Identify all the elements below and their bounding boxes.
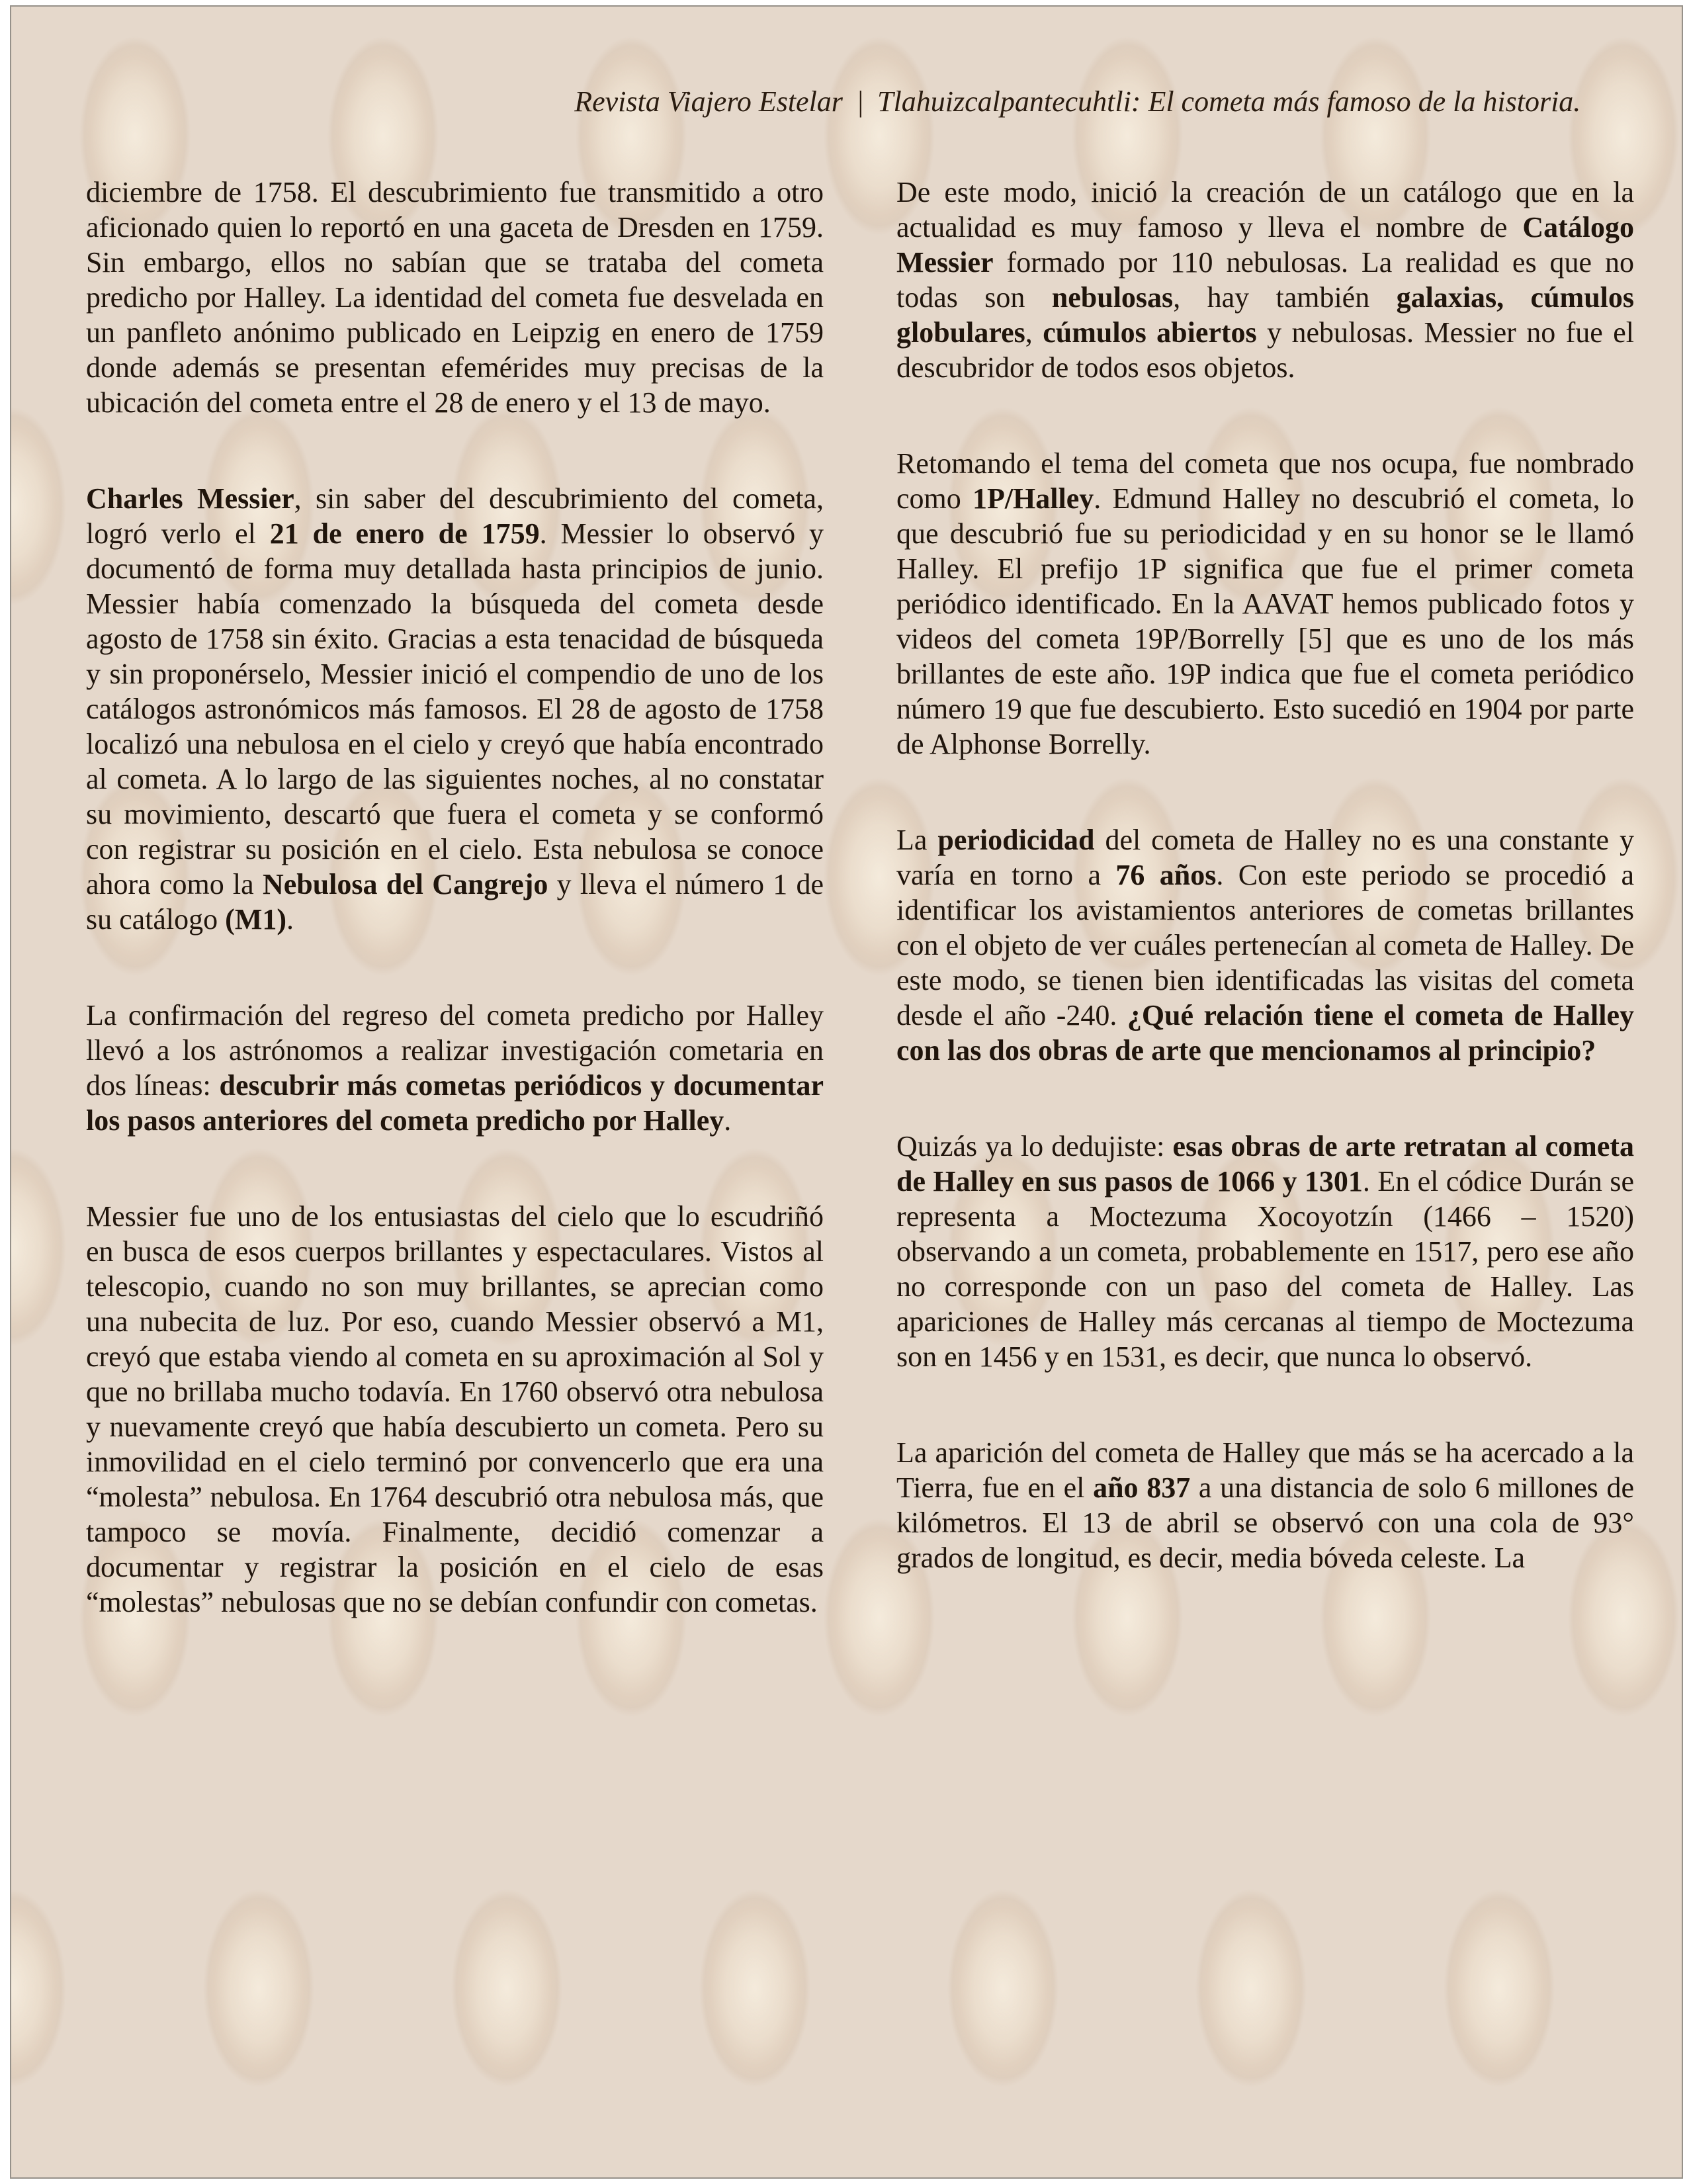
bold-text-run: galaxias, cúmulos globulares xyxy=(896,281,1635,349)
bold-text-run: 1P/Halley xyxy=(972,482,1094,515)
text-run: La aparición del cometa de Halley que más se ha acercado a la Tierra, fue en el xyxy=(896,1436,1634,1504)
bold-text-run: Catálogo Messier xyxy=(896,211,1634,279)
text-run: La confirmación del regreso del cometa predicho por Halley llevó a los astrónomos a realizar investigación cometaria en dos líneas: xyxy=(86,999,824,1102)
text-run: diciembre de 1758. El descubrimiento fue transmitido a otro aficionado quien lo reportó en una gaceta de Dresden en 1759. Sin embargo, ellos no sabían que se trataba del cometa predicho por Halley. La identidad del cometa fue desvelada en un panfleto anónimo publicado en Leipzig en enero de 1759 donde además se presentan efemérides muy precisas de la ubicación del cometa entre el 28 de enero y el 13 de mayo. xyxy=(86,176,824,419)
bold-text-run: nebulosas xyxy=(1051,281,1174,314)
bold-text-run: año 837 xyxy=(1093,1471,1191,1504)
magazine-page xyxy=(10,5,1683,2179)
paragraph xyxy=(896,446,1634,762)
left-column xyxy=(86,175,824,1620)
text-run: La xyxy=(896,824,938,856)
text-run: , xyxy=(1025,316,1043,349)
header-separator: | xyxy=(855,85,865,118)
paragraph xyxy=(86,175,824,420)
bold-text-run: esas obras de arte retratan al cometa de Halley en sus pasos de 1066 y 1301 xyxy=(896,1130,1635,1198)
bold-text-run: 21 de enero de 1759 xyxy=(269,517,540,550)
bold-text-run: (M1) xyxy=(225,903,287,936)
bold-text-run: 76 años xyxy=(1115,859,1217,891)
text-run: a una distancia de solo 6 millones de kilómetros. El 13 de abril se observó con una cola de 93° grados de longitud, es decir, media bóveda celeste. La xyxy=(896,1471,1635,1574)
bold-text-run: ¿Qué relación tiene el cometa de Halley con las dos obras de arte que mencionamos al principio? xyxy=(896,999,1634,1067)
text-run: Messier fue uno de los entusiastas del cielo que lo escudriñó en busca de esos cuerpos brillantes y espectaculares. Vistos al telescopio, cuando no son muy brillantes, se aprecian como una nubecita de luz. Por eso, cuando Messier observó a M1, creyó que estaba viendo al cometa en su aproximación al Sol y que no brillaba mucho todavía. En 1760 observó otra nebulosa y nuevamente creyó que había descubierto un cometa. Pero su inmovilidad en el cielo terminó por convencerlo que era una “molesta” nebulosa. En 1764 descubrió otra nebulosa más, que tampoco se movía. Finalmente, decidió comenzar a documentar y registrar la posición en el cielo de esas “molestas” nebulosas que no se debían confundir con cometas. xyxy=(86,1200,824,1618)
right-column xyxy=(896,175,1634,1620)
text-run: . xyxy=(724,1104,732,1137)
bold-text-run: periodicidad xyxy=(937,824,1095,856)
text-run: . Messier lo observó y documentó de forma muy detallada hasta principios de junio. Messier había comenzado la búsqueda del cometa desde agosto de 1758 sin éxito. Gracias a esta tenacidad de búsqueda y sin proponérselo, Messier inició el compendio de uno de los catálogos astronómicos más famosos. El 28 de agosto de 1758 localizó una nebulosa en el cielo y creyó que había encontrado al cometa. A lo largo de las siguientes noches, al no constatar su movimiento, descartó que fuera el cometa y se conformó con registrar su posición en el cielo. Esta nebulosa se conoce ahora como la xyxy=(86,517,824,900)
text-run: formado por 110 nebulosas. La realidad es que no todas son xyxy=(896,246,1634,314)
paragraph xyxy=(896,1129,1634,1374)
text-run: del cometa de Halley no es una constante y varía en torno a xyxy=(896,824,1634,891)
text-run: . Edmund Halley no descubrió el cometa, lo que descubrió fue su periodicidad y en su honor se le llamó Halley. El prefijo 1P significa que fue el primer cometa periódico identificado. En la AAVAT hemos publicado fotos y videos del cometa 19P/Borrelly [5] que es uno de los más brillantes de este año. 19P indica que fue el cometa periódico número 19 que fue descubierto. Esto sucedió en 1904 por parte de Alphonse Borrelly. xyxy=(896,482,1634,760)
paragraph xyxy=(86,998,824,1138)
page-header xyxy=(86,85,1634,119)
text-run: . Con este periodo se procedió a identificar los avistamientos anteriores de cometas brillantes con el objeto de ver cuáles pertenecían al cometa de Halley. De este modo, se tienen bien identificadas las visitas del cometa desde el año -240. xyxy=(896,859,1635,1031)
bold-text-run: Charles Messier xyxy=(86,482,294,515)
paragraph xyxy=(896,175,1634,385)
paragraph xyxy=(896,1435,1634,1575)
text-run: y lleva el número 1 de su catálogo xyxy=(86,868,824,936)
text-run: y nebulosas. Messier no fue el descubridor de todos esos objetos. xyxy=(896,316,1635,384)
paragraph xyxy=(86,481,824,937)
text-run: . xyxy=(286,903,294,936)
article-body xyxy=(86,175,1634,1620)
text-run: , sin saber del descubrimiento del cometa, logró verlo el xyxy=(86,482,824,550)
bold-text-run: cúmulos abiertos xyxy=(1043,316,1257,349)
bold-text-run: descubrir más cometas periódicos y documentar los pasos anteriores del cometa predicho por Halley xyxy=(86,1069,824,1137)
bold-text-run: Nebulosa del Cangrejo xyxy=(262,868,548,900)
text-run: Retomando el tema del cometa que nos ocupa, fue nombrado como xyxy=(896,447,1634,515)
text-run: , hay también xyxy=(1173,281,1397,314)
paragraph xyxy=(896,822,1634,1068)
text-run: Quizás ya lo dedujiste: xyxy=(896,1130,1173,1162)
text-run: . En el códice Durán se representa a Moctezuma Xocoyotzín (1466 – 1520) observando a un cometa, probablemente en 1517, pero ese año no corresponde con un paso del cometa de Halley. Las apariciones de Halley más cercanas al tiempo de Moctezuma son en 1456 y en 1531, es decir, que nunca lo observó. xyxy=(896,1165,1634,1373)
text-run: De este modo, inició la creación de un catálogo que en la actualidad es muy famoso y lleva el nombre de xyxy=(896,176,1634,243)
paragraph xyxy=(86,1199,824,1620)
article-title: Tlahuizcalpantecuhtli: El cometa más famoso de la historia. xyxy=(877,85,1581,118)
magazine-name: Revista Viajero Estelar xyxy=(574,85,843,118)
